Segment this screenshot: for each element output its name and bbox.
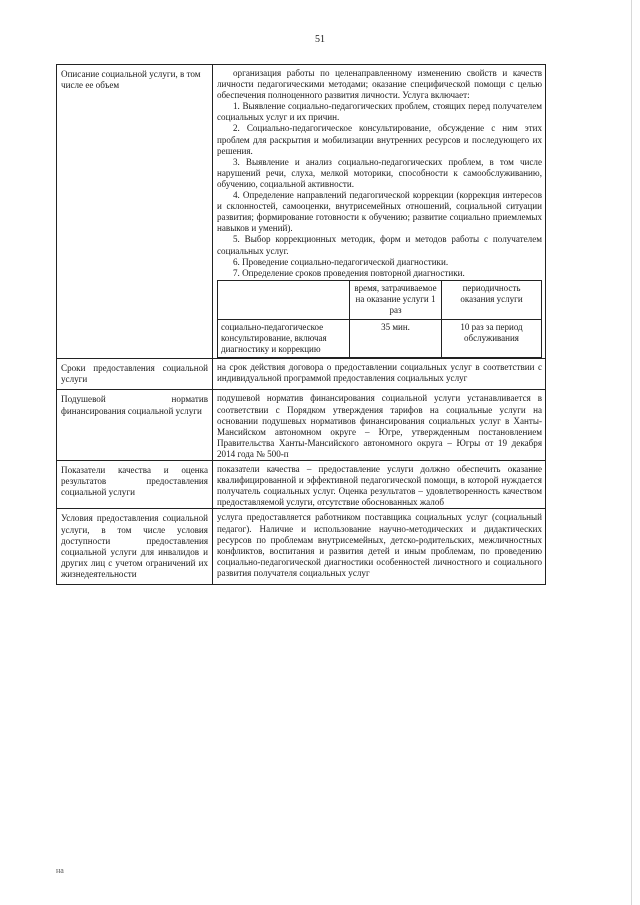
scan-edge-line [631,0,632,905]
list-item: 1. Выявление социально-педагогических проблем, стоящих перед получателем социальных услуг и их причин. [217,101,542,123]
time-periodicity-subtable [217,280,542,359]
page-number: 51 [315,34,325,45]
list-item: 7. Определение сроков проведения повторной диагностики. [233,267,465,278]
label-cell: Описание социальной услуги, в том числе ее объем [57,65,213,359]
label-cell: Показатели качества и оценка результатов предоставления социальной услуги [57,461,213,509]
list-item: 4. Определение направлений педагогической коррекции (коррекция интересов и склонностей, самооценки, внутрисемейных отношений, социальной ситуации развития; формирование готовности к обучению; развитие социально приемлемых навыков и умений). [217,190,542,234]
value-cell: показатели качества – предоставление услуги должно обеспечить оказание квалифицированной и эффективной педагогической помощи, в которой нуждается получатель социальных услуг. Оценка результатов – удовлетворенность качеством предоставляемой услуги, отсутствие обоснованных жалоб [213,461,546,509]
subtable-row [218,319,542,358]
table-row-description [57,65,546,359]
table-row-terms [57,359,546,390]
subtable-header-periodicity: периодичность оказания услуги [442,280,542,319]
subtable-header-time: время, затрачиваемое на оказание услуги 1 раз [350,280,442,319]
service-description-table [56,64,546,585]
subtable-service-name: социально-педагогическое консультирование, включая диагностику и коррекцию [218,319,350,358]
list-item: 5. Выбор коррекционных методик, форм и методов работы с получателем социальных услуг. [217,234,542,256]
description-cell [213,65,546,359]
value-cell: на срок действия договора о предоставлении социальных услуг в соответствии с индивидуальной программой предоставления социальных услуг [213,359,546,390]
subtable-periodicity-value: 10 раз за период обслуживания [442,319,542,358]
value-cell: услуга предоставляется работником поставщика социальных услуг (социальный педагог). Наличие и использование научно-методических и дидактических ресурсов по проблемам внутрисемейных, детско-родительских, межличностных конфликтов, воспитания и развития детей и иным проблемам, по проведению социально-педагогической диагностики особенностей личностного и социального развития получателя социальных услуг [213,509,546,585]
table-row-quality [57,461,546,509]
description-intro: организация работы по целенаправленному изменению свойств и качеств личности педагогическими методами; оказание специфической помощи с целью обеспечения полноценного развития личности. Услуга включает: [217,68,542,101]
table-row-conditions [57,509,546,585]
footer-mark: на [56,866,64,875]
label-cell: Условия предоставления социальной услуги, в том числе условия доступности предоставления социальной услуги для инвалидов и других лиц с учетом ограничений их жизнедеятельности [57,509,213,585]
label-cell: Сроки предоставления социальной услуги [57,359,213,390]
subtable-header-empty [218,280,350,319]
list-item: 2. Социально-педагогическое консультирование, обсуждение с ним этих проблем для раскрытия и мобилизации внутренних ресурсов и последующего их решения. [217,123,542,156]
list-item: 6. Проведение социально-педагогической диагностики. [233,256,449,267]
subtable-time-value: 35 мин. [350,319,442,358]
label-cell: Подушевой норматив финансирования социальной услуги [57,390,213,461]
value-cell: подушевой норматив финансирования социальной услуги устанавливается в соответствии с Порядком утверждения тарифов на социальные услуги на основании подушевых нормативов финансирования социальных услуг в Ханты-Мансийском автономном округе – Югре, утвержденным постановлением Правительства Ханты-Мансийского автономного округа – Югры от 19 декабря 2014 года № 500-п [213,390,546,461]
subtable-header-row [218,280,542,319]
list-item: 3. Выявление и анализ социально-педагогических проблем, в том числе нарушений речи, слуха, мелкой моторики, способности к самообслуживанию, обучению, социальной активности. [217,156,542,189]
table-row-financing [57,390,546,461]
